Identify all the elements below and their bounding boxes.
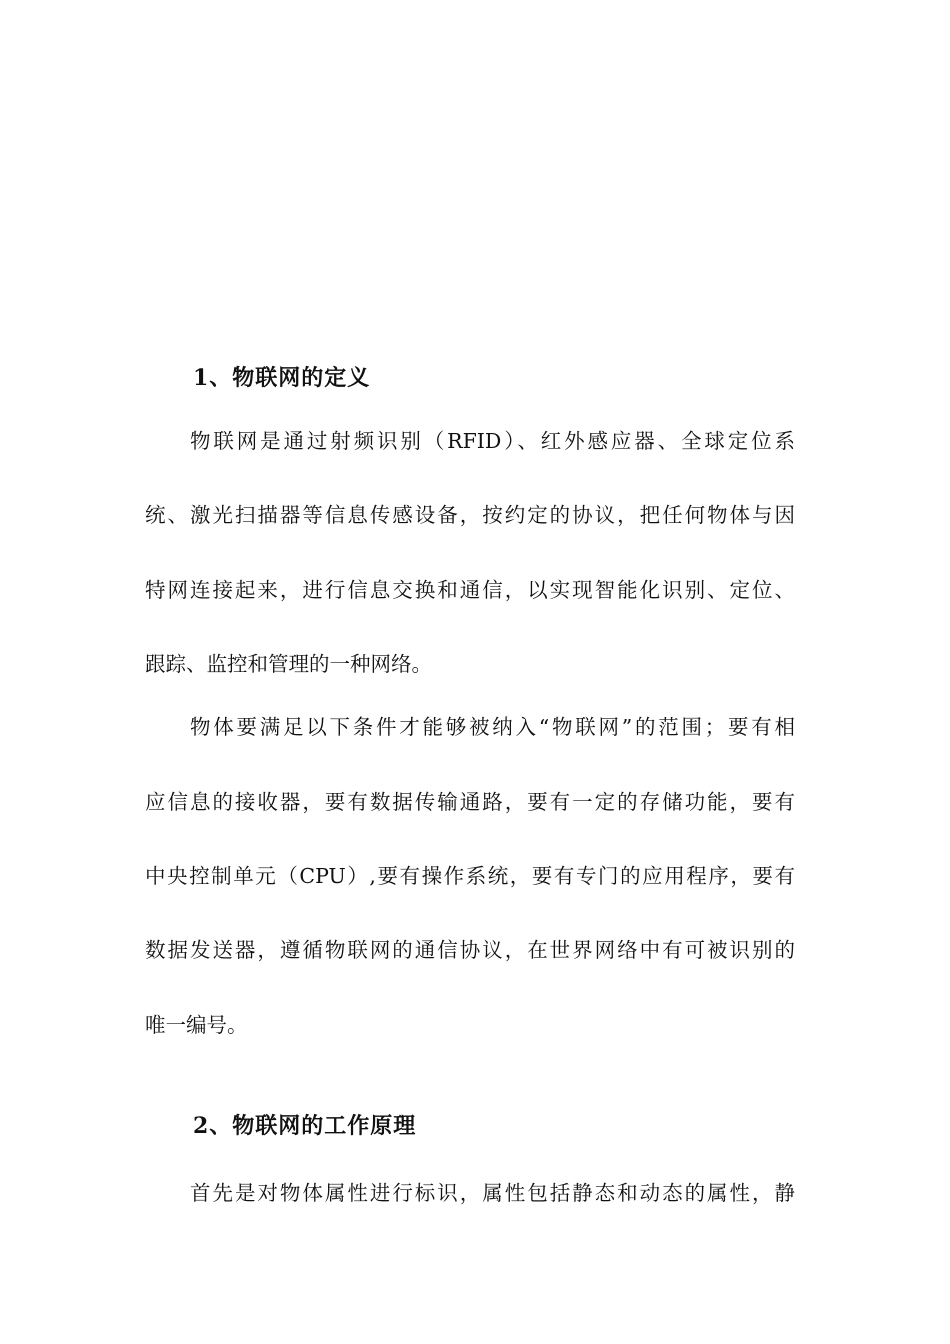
paragraph-line: 首先是对物体属性进行标识，属性包括静态和动态的属性，静 bbox=[190, 1181, 795, 1205]
section-1-heading: 1、物联网的定义 bbox=[193, 365, 371, 391]
paragraph-line: 跟踪、监控和管理的一种网络。 bbox=[145, 652, 432, 676]
paragraph-line: 物联网是通过射频识别（RFID）、红外感应器、全球定位系 bbox=[190, 429, 795, 453]
paragraph-line: 数据发送器，遵循物联网的通信协议，在世界网络中有可被识别的 bbox=[145, 938, 795, 962]
section-2-heading: 2、物联网的工作原理 bbox=[193, 1113, 417, 1139]
paragraph-line: 物体要满足以下条件才能够被纳入“物联网”的范围；要有相 bbox=[190, 715, 795, 739]
paragraph-line: 应信息的接收器，要有数据传输通路，要有一定的存储功能，要有 bbox=[145, 790, 795, 814]
paragraph-line: 中央控制单元（CPU）,要有操作系统，要有专门的应用程序，要有 bbox=[145, 864, 795, 888]
paragraph-line: 特网连接起来，进行信息交换和通信，以实现智能化识别、定位、 bbox=[145, 578, 795, 602]
paragraph-line: 统、激光扫描器等信息传感设备，按约定的协议，把任何物体与因 bbox=[145, 503, 795, 527]
paragraph-line: 唯一编号。 bbox=[145, 1013, 248, 1037]
